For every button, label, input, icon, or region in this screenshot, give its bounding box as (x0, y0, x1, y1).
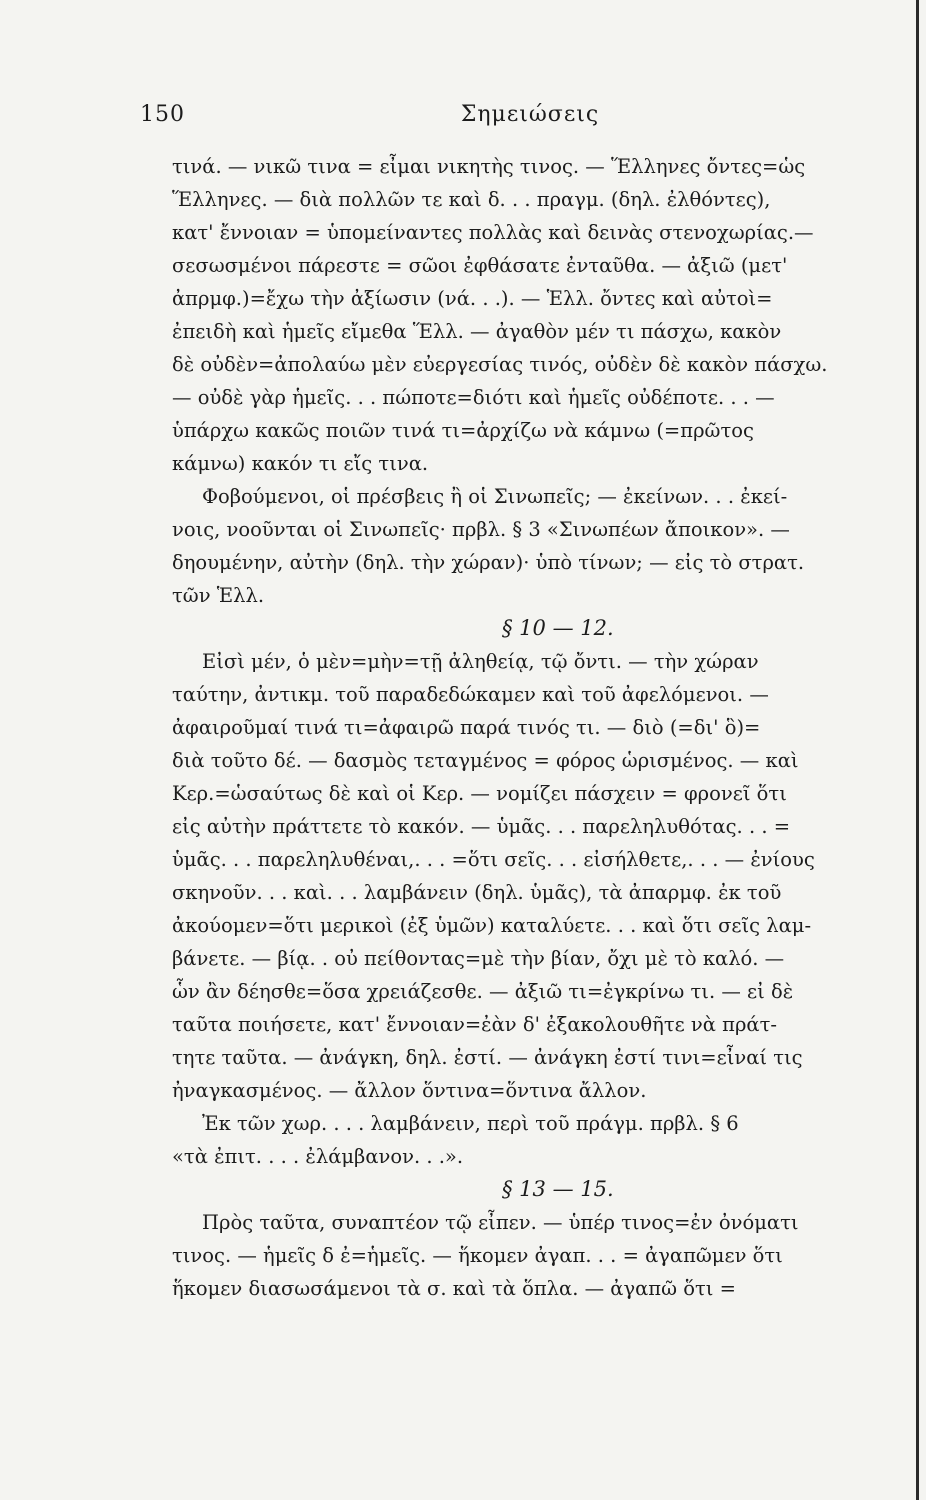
text-line: Ἕλληνες. — διὰ πολλῶν τε καὶ δ. . . πραγμ. (δηλ. ἐλθόντες), (172, 188, 771, 211)
text-line: ὧν ἂν δέησθε=ὅσα χρειάζεσθε. — ἀξιῶ τι=ἐγκρίνω τι. — εἰ δὲ (172, 980, 794, 1003)
text-line: Ἐκ τῶν χωρ. . . . λαμβάνειν, περὶ τοῦ πράγμ. πρβλ. § 6 (202, 1112, 739, 1135)
text-line: κάμνω) κακόν τι εἴς τινα. (172, 452, 429, 475)
page-number: 150 (140, 102, 185, 127)
section-heading-label: § 10 — 12. (502, 616, 614, 640)
text-line: δηουμένην, αὐτὴν (δηλ. τὴν χώραν)· ὑπὸ τίνων; — εἰς τὸ στρατ. (172, 551, 805, 574)
text-line: ἠναγκασμένος. — ἄλλον ὅντινα=ὅντινα ἄλλον. (172, 1079, 647, 1102)
text-line: — οὐδὲ γὰρ ἡμεῖς. . . πώποτε=διότι καὶ ἡμεῖς οὐδέποτε. . . — (172, 386, 775, 409)
text-line: τητε ταῦτα. — ἀνάγκη, δηλ. ἐστί. — ἀνάγκη ἐστί τινι=εἶναί τις (172, 1046, 803, 1069)
text-line: Φοβούμενοι, οἱ πρέσβεις ἢ οἱ Σινωπεῖς; — ἐκείνων. . . ἐκεί- (202, 485, 788, 508)
text-line: σκηνοῦν. . . καὶ. . . λαμβάνειν (δηλ. ὑμᾶς), τὰ ἀπαρμφ. ἐκ τοῦ (172, 881, 782, 904)
text-line: ὑπάρχω κακῶς ποιῶν τινά τι=ἀρχίζω νὰ κάμνω (=πρῶτος (172, 419, 754, 442)
text-line: σεσωσμένοι πάρεστε = σῶοι ἐφθάσατε ἐνταῦθα. — ἀξιῶ (μετ' (172, 254, 788, 277)
text-line: ἥκομεν διασωσάμενοι τὰ σ. καὶ τὰ ὅπλα. — ἀγαπῶ ὅτι = (172, 1277, 736, 1300)
text-line: ἐπειδὴ καὶ ἡμεῖς εἴμεθα Ἕλλ. — ἀγαθὸν μέν τι πάσχω, κακὸν (172, 320, 782, 343)
text-line: κατ' ἔννοιαν = ὑπομείναντες πολλὰς καὶ δεινὰς στενοχωρίας.— (172, 221, 814, 244)
section-heading (172, 1173, 912, 1206)
page-header (0, 102, 926, 132)
text-line: Εἰσὶ μέν, ὁ μὲν=μὴν=τῇ ἀληθείᾳ, τῷ ὄντι. — τὴν χώραν (202, 650, 759, 673)
text-line: ταῦτα ποιήσετε, κατ' ἔννοιαν=ἐὰν δ' ἐξακολουθῆτε νὰ πράτ- (172, 1013, 777, 1036)
section-heading (172, 612, 912, 645)
text-line: τινά. — νικῶ τινα = εἶμαι νικητὴς τινος. — Ἕλληνες ὄντες=ὡς (172, 155, 806, 178)
text-line: ἀφαιροῦμαί τινά τι=ἀφαιρῶ παρά τινός τι. — διὸ (=δι' ὃ)= (172, 716, 761, 739)
text-line: ὑμᾶς. . . παρεληλυθέναι,. . . =ὅτι σεῖς. . . εἰσήλθετε,. . . — ἐνίους (172, 848, 815, 871)
text-line: ἀπρμφ.)=ἔχω τὴν ἀξίωσιν (νά. . .). — Ἑλλ. ὄντες καὶ αὐτοὶ= (172, 287, 773, 310)
text-line: Πρὸς ταῦτα, συναπτέον τῷ εἶπεν. — ὑπέρ τινος=ἐν ὀνόματι (202, 1211, 799, 1234)
text-line: βάνετε. — βίᾳ. . οὐ πείθοντας=μὲ τὴν βίαν, ὄχι μὲ τὸ καλό. — (172, 947, 785, 970)
text-line: διὰ τοῦτο δέ. — δασμὸς τεταγμένος = φόρος ὡρισμένος. — καὶ (172, 749, 799, 772)
text-line: νοις, νοοῦνται οἱ Σινωπεῖς· πρβλ. § 3 «Σινωπέων ἄποικον». — (172, 518, 790, 541)
notes-body (172, 150, 912, 1305)
text-line: Κερ.=ὡσαύτως δὲ καὶ οἱ Κερ. — νομίζει πάσχειν = φρονεῖ ὅτι (172, 782, 787, 805)
binding-edge-line (916, 0, 919, 1500)
text-line: τῶν Ἑλλ. (172, 584, 265, 607)
text-line: εἰς αὐτὴν πράττετε τὸ κακόν. — ὑμᾶς. . . παρεληλυθότας. . . = (172, 815, 791, 838)
text-line: ταύτην, ἀντικμ. τοῦ παραδεδώκαμεν καὶ τοῦ ἀφελόμενοι. — (172, 683, 769, 706)
text-line: τινος. — ἡμεῖς δ ἐ=ἡμεῖς. — ἥκομεν ἀγαπ. . . = ἀγαπῶμεν ὅτι (172, 1244, 783, 1267)
text-line: ἀκούομεν=ὅτι μερικοὶ (ἐξ ὑμῶν) καταλύετε. . . καὶ ὅτι σεῖς λαμ- (172, 914, 812, 937)
running-head: Σημειώσεις (460, 102, 600, 127)
text-line: δὲ οὐδὲν=ἀπολαύω μὲν εὐεργεσίας τινός, οὐδὲν δὲ κακὸν πάσχω. (172, 353, 828, 376)
text-line: «τὰ ἐπιτ. . . . ἐλάμβανον. . .». (172, 1145, 464, 1168)
section-heading-label: § 13 — 15. (502, 1177, 614, 1201)
